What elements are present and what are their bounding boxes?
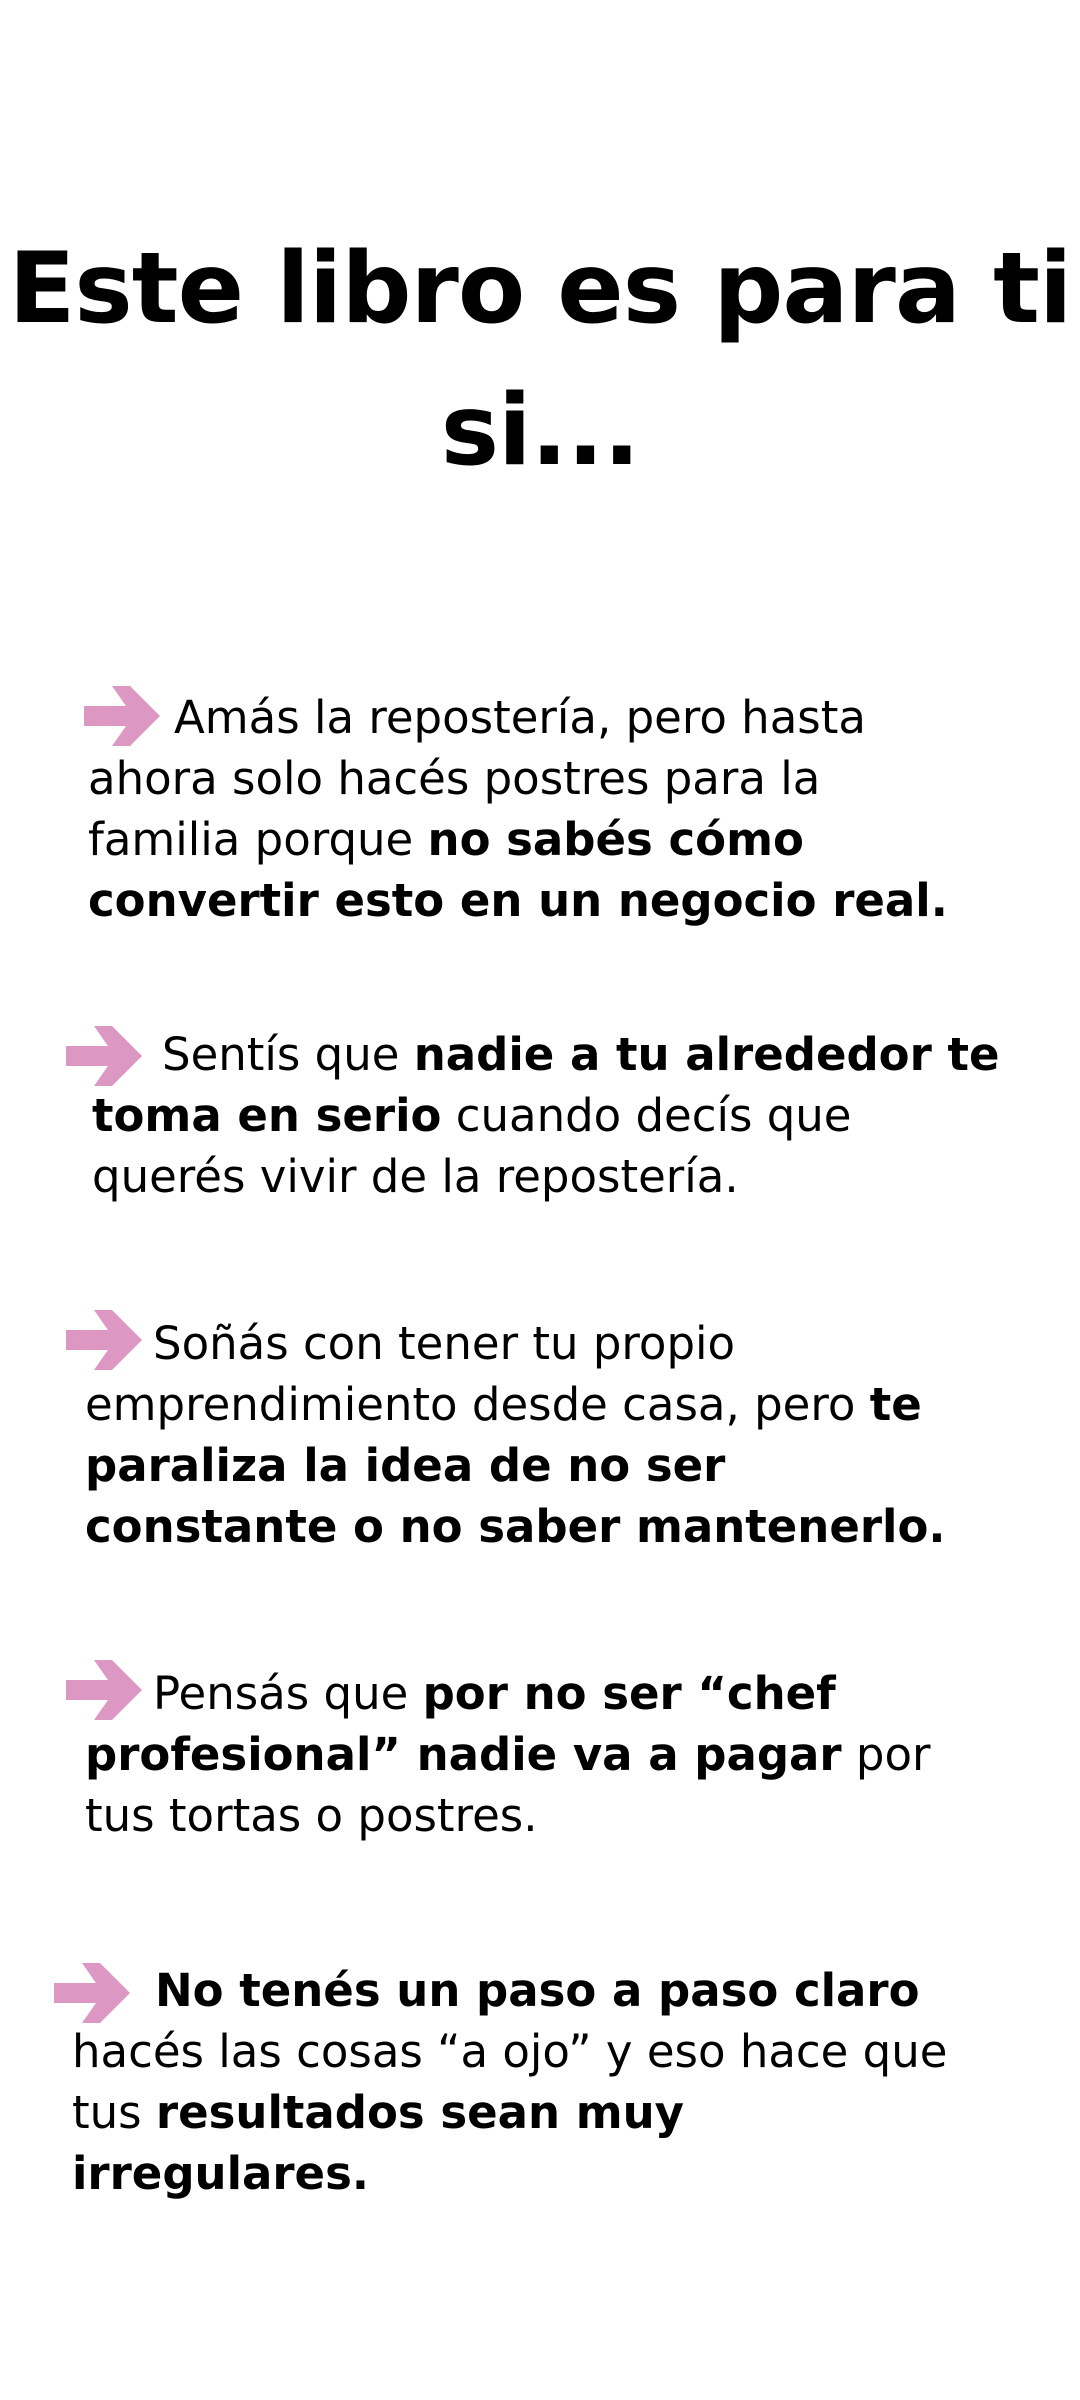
item-text: hacés las cosas “a ojo” y eso hace que tus <box>72 2025 948 2139</box>
item-text: cuando decís que querés vivir de la repostería. <box>92 1089 852 1203</box>
item-emphasis: por no ser “chef profesional” nadie va a pagar <box>85 1667 842 1781</box>
list-item <box>72 1960 982 2204</box>
item-text: por tus tortas o postres. <box>85 1728 931 1842</box>
item-emphasis: No tenés un paso a paso claro <box>155 1964 920 2017</box>
list-item <box>85 1663 965 1846</box>
item-emphasis: te paraliza la idea de no ser constante o no saber mantenerlo. <box>85 1378 946 1553</box>
list-item <box>85 1313 985 1557</box>
list-item <box>88 687 968 931</box>
item-text: Soñás con tener tu propio emprendimiento desde casa, pero <box>85 1317 870 1431</box>
item-emphasis: resultados sean muy irregulares. <box>72 2086 684 2200</box>
list-item <box>92 1024 1012 1207</box>
item-emphasis: no sabés cómo convertir esto en un negocio real. <box>88 813 948 927</box>
page-title: Este libro es para ti si... <box>8 232 1072 488</box>
item-text: Amás la repostería, pero hasta ahora solo hacés postres para la familia porque <box>88 691 866 866</box>
item-text: Sentís que <box>162 1028 414 1081</box>
item-emphasis: nadie a tu alrededor te toma en serio <box>92 1028 1000 1142</box>
item-text: Pensás que <box>153 1667 423 1720</box>
